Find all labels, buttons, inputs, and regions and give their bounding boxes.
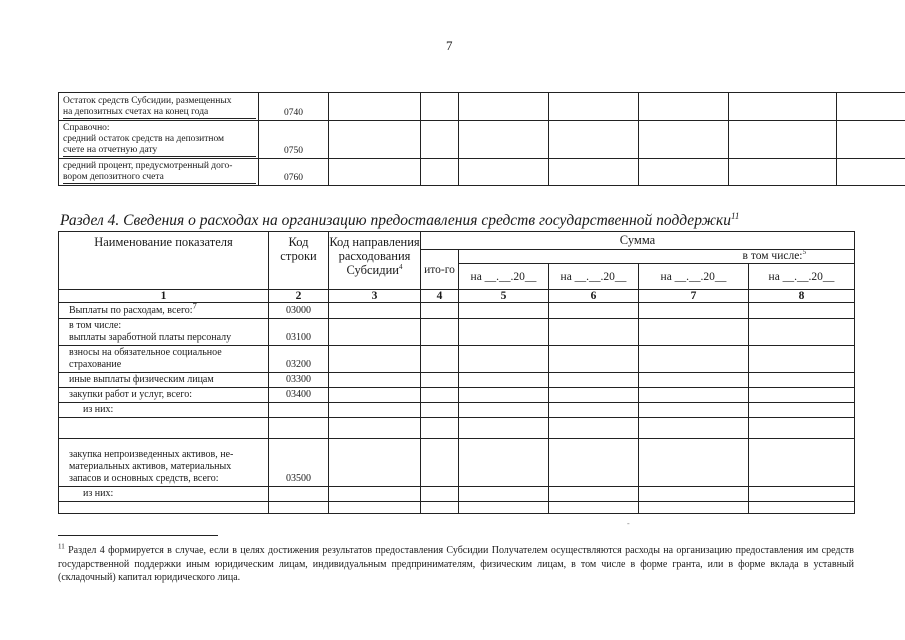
value-cell: [549, 346, 639, 373]
indicator-name: [59, 319, 269, 346]
table-row: [59, 319, 855, 346]
value-cell: [459, 319, 549, 346]
value-cell: [329, 303, 421, 319]
value-cell: [549, 487, 639, 502]
table-row: [59, 373, 855, 388]
value-cell: [639, 418, 749, 439]
table-row: [59, 159, 905, 186]
value-cell: [421, 388, 459, 403]
value-cell: [459, 373, 549, 388]
indicator-line: Остаток средств Субсидии, размещенных: [63, 96, 232, 106]
indicator-line: закупки работ и услуг, всего:: [69, 389, 192, 400]
value-cell: [329, 121, 421, 159]
indicator-name: [59, 373, 269, 388]
row-code: [269, 502, 329, 514]
indicator-line: из них:: [83, 488, 114, 499]
value-cell: [459, 439, 549, 487]
value-cell: [459, 121, 549, 159]
table-row: [59, 121, 905, 159]
indicator-line: выплаты заработной платы персоналу: [69, 332, 232, 343]
value-cell: [729, 121, 837, 159]
row-code: 03200: [269, 346, 329, 373]
header-code: Код строки: [269, 232, 329, 290]
value-cell: [549, 418, 639, 439]
indicator-line: счете на отчетную дату: [63, 145, 256, 157]
row-code: [269, 487, 329, 502]
value-cell: [329, 319, 421, 346]
header-name: Наименование показателя: [59, 232, 269, 290]
value-cell: [329, 346, 421, 373]
value-cell: [329, 403, 421, 418]
value-cell: [549, 388, 639, 403]
value-cell: [837, 159, 905, 186]
value-cell: [639, 93, 729, 121]
value-cell: [549, 159, 639, 186]
value-cell: [329, 159, 421, 186]
page-number: 7: [446, 38, 453, 53]
indicator-line: вором депозитного счета: [63, 172, 256, 184]
value-cell: [729, 93, 837, 121]
expenses-table: [58, 231, 855, 514]
value-cell: [421, 487, 459, 502]
value-cell: [421, 303, 459, 319]
table-row: [59, 502, 855, 514]
indicator-line: средний процент, предусмотренный дого-: [63, 161, 233, 171]
indicator-line: в том числе:: [69, 320, 122, 331]
value-cell: [421, 502, 459, 514]
value-cell: [549, 121, 639, 159]
indicator-name: [59, 487, 269, 502]
table-row: [59, 418, 855, 439]
value-cell: [329, 373, 421, 388]
value-cell: [421, 121, 459, 159]
value-cell: [459, 487, 549, 502]
value-cell: [729, 159, 837, 186]
indicator-name: [59, 502, 269, 514]
value-cell: [639, 303, 749, 319]
value-cell: [549, 93, 639, 121]
row-code: 03100: [269, 319, 329, 346]
column-number: 2: [269, 290, 329, 303]
indicator-name: [59, 418, 269, 439]
value-cell: [749, 388, 855, 403]
indicator-line: иные выплаты физическим лицам: [69, 374, 214, 385]
value-cell: [329, 418, 421, 439]
value-cell: [421, 319, 459, 346]
row-code: 0750: [259, 121, 329, 159]
table-row: [59, 487, 855, 502]
table-row: [59, 346, 855, 373]
value-cell: [421, 418, 459, 439]
row-code: [269, 403, 329, 418]
footnote-divider: [58, 535, 218, 536]
row-code: 03000: [269, 303, 329, 319]
value-cell: [549, 403, 639, 418]
indicator-name: [59, 346, 269, 373]
indicator-line: из них:: [83, 404, 114, 415]
header-including: в том числе:$^5$: [459, 250, 855, 264]
table-row: [59, 403, 855, 418]
value-cell: [459, 159, 549, 186]
indicator-line: средний остаток средств на депозитном: [63, 134, 225, 144]
indicator-name: [59, 93, 259, 121]
indicator-line: закупка непроизведенных активов, не-: [69, 449, 234, 460]
section-title: Раздел 4. Сведения о расходах на организацию предоставления средств государственной поддержки$^{11}$: [60, 210, 740, 229]
value-cell: [749, 439, 855, 487]
value-cell: [329, 439, 421, 487]
indicator-line: [69, 302, 266, 317]
value-cell: [837, 93, 905, 121]
value-cell: [639, 502, 749, 514]
value-cell: [549, 319, 639, 346]
value-cell: [749, 319, 855, 346]
indicator-line: взносы на обязательное социальное: [69, 347, 222, 358]
indicator-name: [59, 121, 259, 159]
header-date-3: на __.__.20__: [639, 264, 749, 290]
value-cell: [421, 403, 459, 418]
column-number: 7: [639, 290, 749, 303]
row-code: 03500: [269, 439, 329, 487]
column-numbers-row: [59, 290, 855, 303]
value-cell: [421, 439, 459, 487]
header-date-1: на __.__.20__: [459, 264, 549, 290]
indicator-name: [59, 403, 269, 418]
row-code: 0760: [259, 159, 329, 186]
value-cell: [639, 487, 749, 502]
indicator-line: на депозитных счетах на конец года: [63, 107, 256, 119]
value-cell: [329, 93, 421, 121]
value-cell: [459, 303, 549, 319]
table-row: [59, 388, 855, 403]
value-cell: [749, 418, 855, 439]
value-cell: [459, 93, 549, 121]
value-cell: [639, 346, 749, 373]
value-cell: [549, 373, 639, 388]
header-date-2: на __.__.20__: [549, 264, 639, 290]
value-cell: [329, 388, 421, 403]
column-number: 5: [459, 290, 549, 303]
value-cell: [459, 388, 549, 403]
value-cell: [639, 388, 749, 403]
value-cell: [549, 439, 639, 487]
header-date-4: на __.__.20__: [749, 264, 855, 290]
value-cell: [421, 373, 459, 388]
indicator-name: [59, 303, 269, 319]
row-code: 03400: [269, 388, 329, 403]
value-cell: [749, 346, 855, 373]
footnote: $^{11}$ Раздел 4 формируется в случае, если в целях достижения результатов предоставления Субсидии Получателем осуществляются расходы на организацию предоставления им средств государственной поддержки иным юридическим лицам, индивидуальным предпринимателям, физическим лицам, в том числе в форме гранта, или в форме вклада в уставный (складочный) капитал юридического лица.: [58, 542, 855, 583]
indicator-name: [59, 159, 259, 186]
header-total: ито-го: [421, 250, 459, 290]
header-direction-code: Код направления расходования Субсидии$^4$: [329, 232, 421, 290]
value-cell: [459, 346, 549, 373]
value-cell: [749, 403, 855, 418]
value-cell: [459, 418, 549, 439]
column-number: 3: [329, 290, 421, 303]
value-cell: [749, 373, 855, 388]
row-code: 0740: [259, 93, 329, 121]
value-cell: [639, 121, 729, 159]
value-cell: [749, 303, 855, 319]
value-cell: [749, 487, 855, 502]
column-number: 1: [59, 290, 269, 303]
page-mark: -: [627, 519, 630, 528]
indicator-line: Справочно:: [63, 123, 110, 133]
value-cell: [421, 93, 459, 121]
row-code: 03300: [269, 373, 329, 388]
indicator-name: [59, 439, 269, 487]
column-number: 8: [749, 290, 855, 303]
table-row: [59, 439, 855, 487]
value-cell: [837, 121, 905, 159]
value-cell: [639, 439, 749, 487]
table-row: [59, 93, 905, 121]
value-cell: [639, 319, 749, 346]
value-cell: [421, 346, 459, 373]
row-code: [269, 418, 329, 439]
value-cell: [459, 502, 549, 514]
value-cell: [639, 403, 749, 418]
value-cell: [639, 159, 729, 186]
value-cell: [639, 373, 749, 388]
value-cell: [549, 303, 639, 319]
column-number: 4: [421, 290, 459, 303]
value-cell: [549, 502, 639, 514]
value-cell: [329, 502, 421, 514]
value-cell: [459, 403, 549, 418]
value-cell: [749, 502, 855, 514]
column-number: 6: [549, 290, 639, 303]
indicator-text: Выплаты по расходам, всего:: [69, 305, 193, 316]
indicator-line: запасов и основных средств, всего:: [69, 473, 219, 484]
header-sum: Сумма: [421, 232, 855, 250]
footnote-ref: 7: [192, 302, 197, 311]
deposit-table: [58, 92, 905, 186]
indicator-line: страхование: [69, 359, 122, 370]
indicator-line: материальных активов, материальных: [69, 461, 232, 472]
table-row: [59, 303, 855, 319]
value-cell: [421, 159, 459, 186]
value-cell: [329, 487, 421, 502]
indicator-name: [59, 388, 269, 403]
